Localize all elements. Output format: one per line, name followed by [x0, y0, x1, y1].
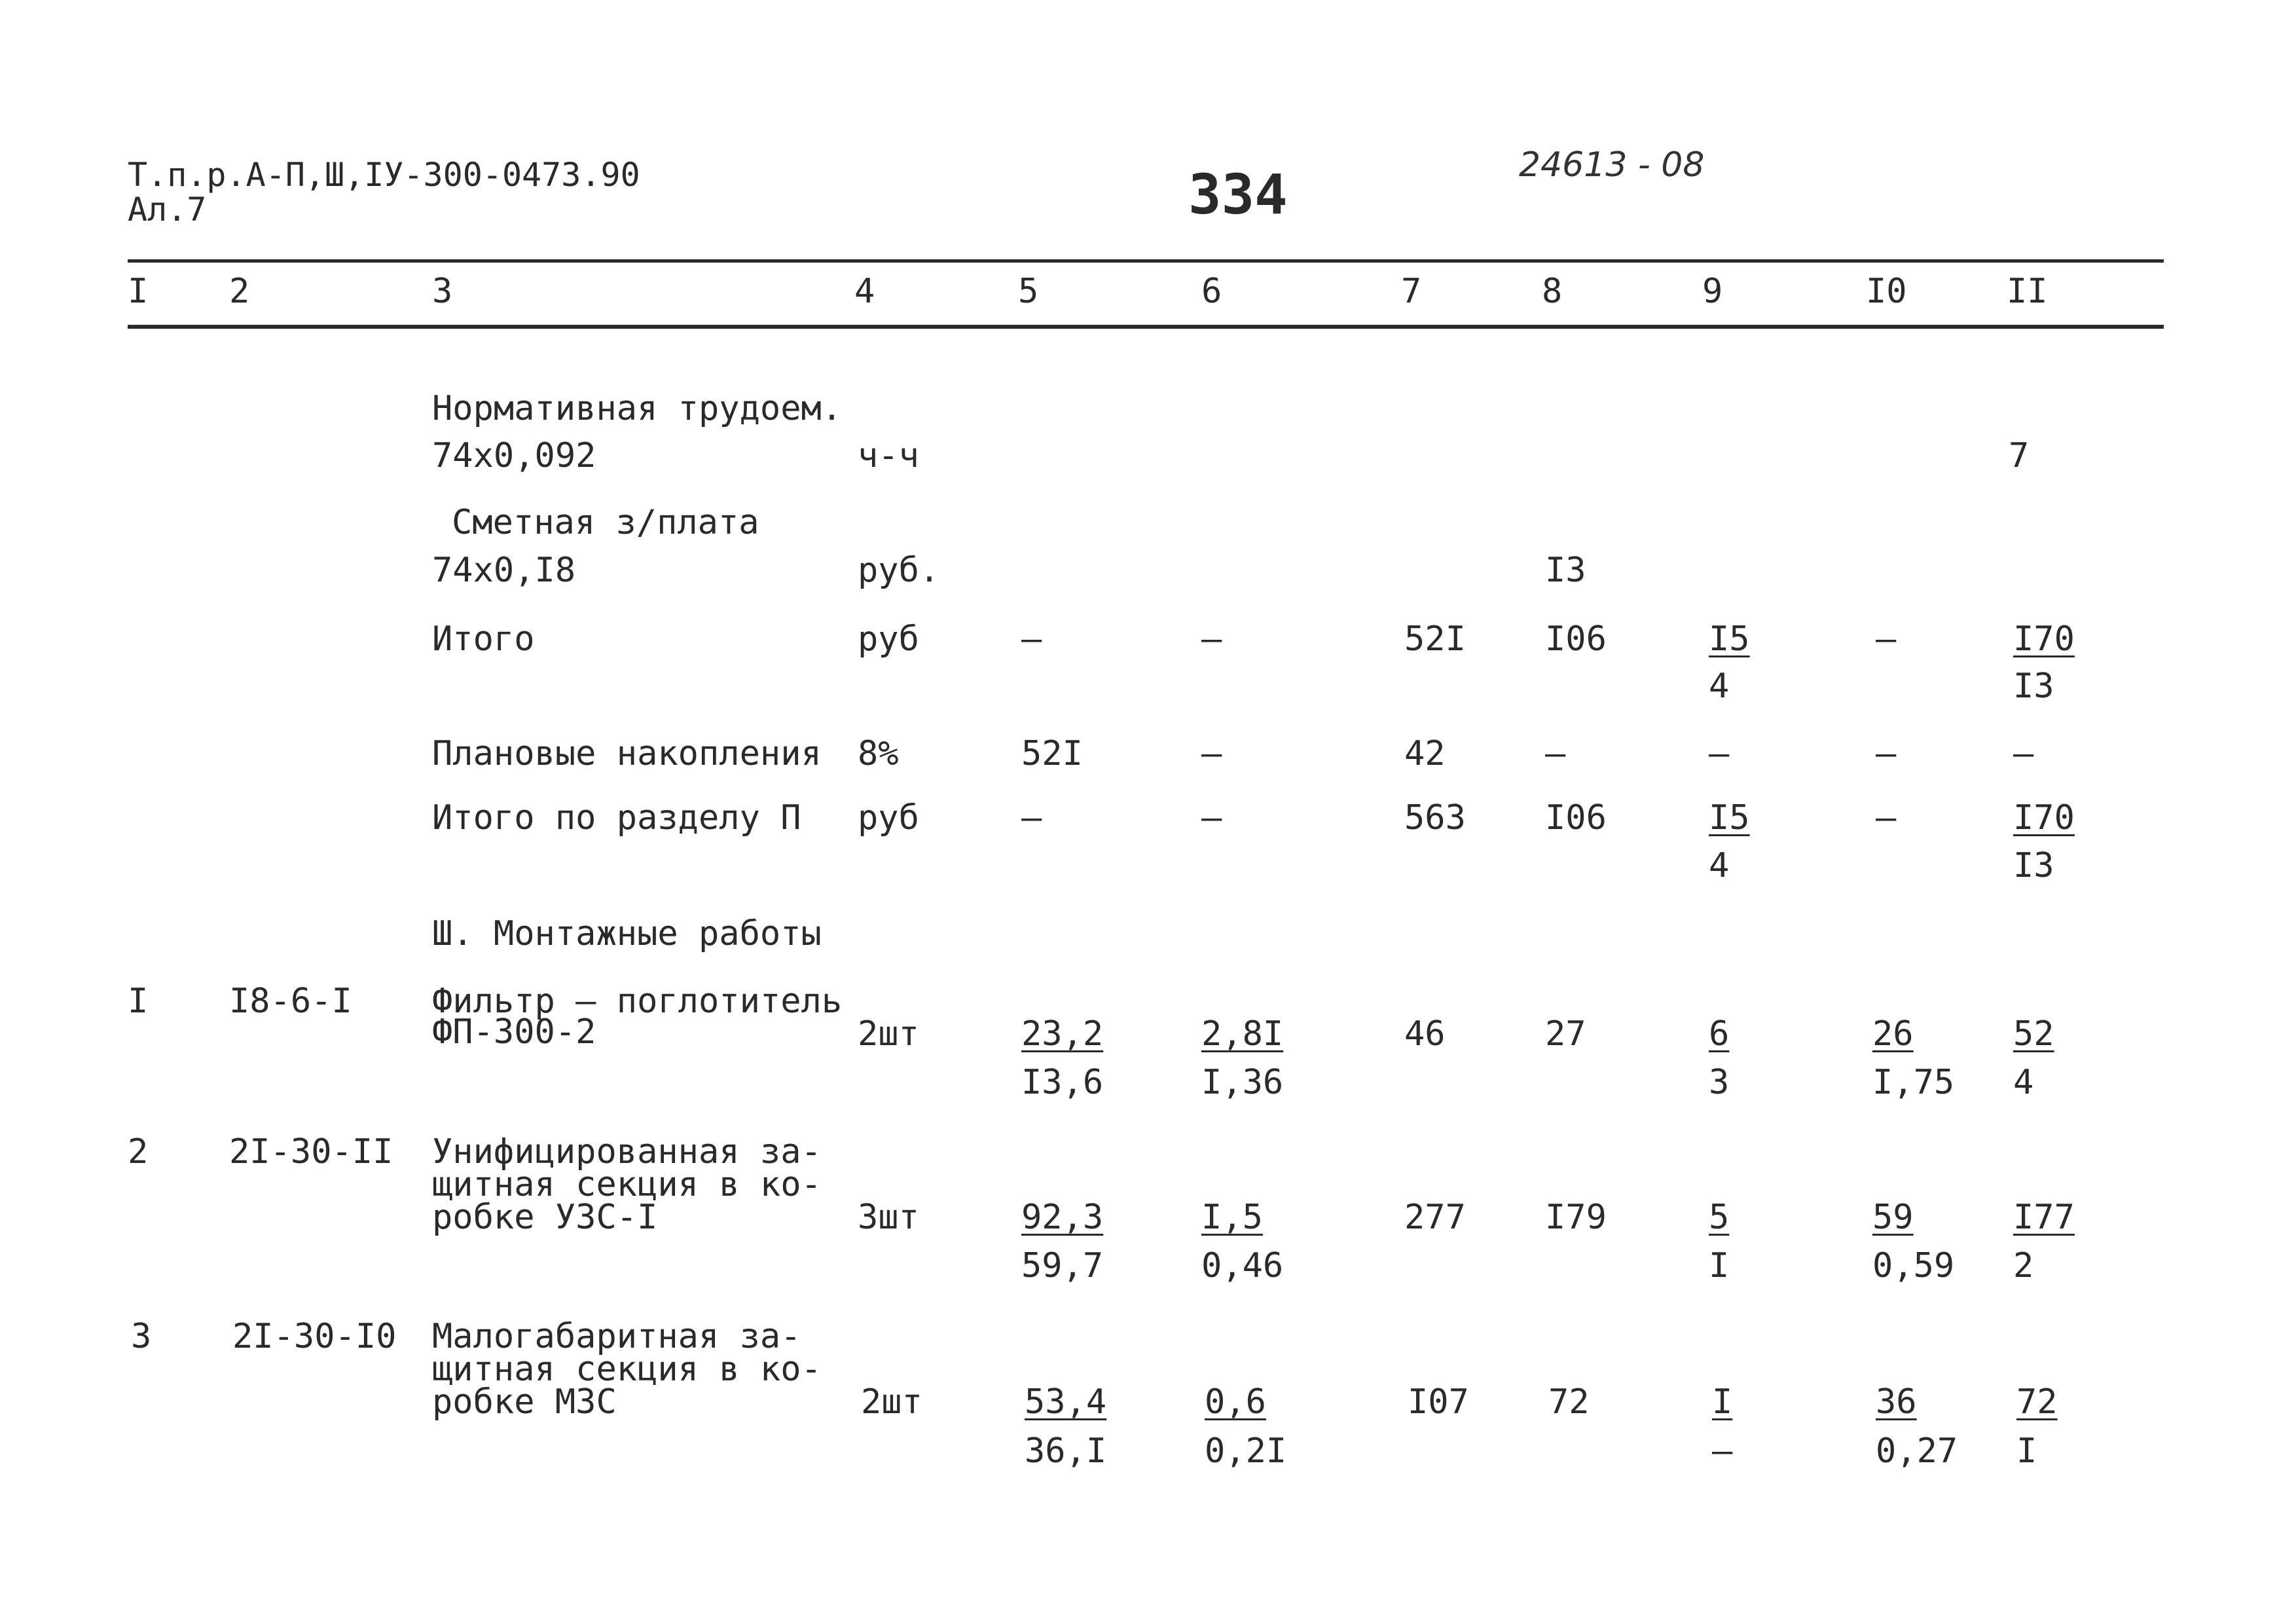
cell-col8: I06	[1545, 619, 1607, 659]
col-header-1: I	[128, 272, 149, 311]
cell-col11: 7	[2009, 436, 2030, 475]
cell-col8: –	[1545, 734, 1566, 773]
cell-col10-top: 59	[1872, 1198, 1914, 1237]
cell-col7: 52I	[1404, 619, 1466, 659]
col-header-4: 4	[854, 272, 875, 311]
cell-col7: 563	[1404, 798, 1466, 838]
col-header-3: 3	[432, 272, 453, 311]
cell-col11-top: 72	[2016, 1382, 2058, 1422]
col-header-10: I0	[1866, 272, 1907, 311]
cell-col10-bottom: 0,27	[1876, 1431, 1958, 1471]
cell-col6-top: I,5	[1201, 1198, 1263, 1237]
page-number: 334	[1188, 162, 1288, 227]
cell-col11-top: I77	[2013, 1198, 2075, 1237]
table-header-rule	[128, 325, 2164, 329]
cell-col7: 42	[1404, 734, 1446, 773]
cell-col7: 277	[1404, 1198, 1466, 1237]
row-label: Итого по разделу П	[432, 798, 801, 838]
unit: руб.	[858, 551, 940, 590]
cell-col6-bottom: 0,46	[1201, 1246, 1284, 1285]
col-header-2: 2	[229, 272, 250, 311]
cell-col11-bottom: I3	[2013, 667, 2054, 706]
row-formula: 74х0,092	[432, 436, 596, 475]
col-header-8: 8	[1542, 272, 1563, 311]
cell-col6: –	[1201, 619, 1222, 659]
cell-col10-top: 36	[1876, 1382, 1917, 1422]
row-label: Сметная з/плата	[452, 503, 759, 542]
cell-col6-bottom: I,36	[1201, 1063, 1284, 1102]
cell-col9-top: I5	[1709, 798, 1750, 838]
cell-col5: –	[1021, 619, 1042, 659]
col-header-7: 7	[1401, 272, 1422, 311]
cell-col11-bottom: 4	[2013, 1063, 2034, 1102]
document-code: Т.п.р.А-П,Ш,IУ-300-0473.90	[128, 156, 640, 194]
cell-col6-bottom: 0,2I	[1205, 1431, 1287, 1471]
cell-col5-top: 23,2	[1021, 1014, 1104, 1054]
item-number: I	[128, 982, 149, 1021]
item-number: 3	[131, 1317, 152, 1356]
item-number: 2	[128, 1132, 149, 1172]
col-header-5: 5	[1018, 272, 1039, 311]
cell-col9-bottom: 4	[1709, 667, 1730, 706]
unit: 2шт	[861, 1382, 922, 1422]
unit: 2шт	[858, 1014, 919, 1054]
item-name-line1: Малогабаритная за-	[432, 1317, 801, 1356]
cell-col5: 52I	[1021, 734, 1083, 773]
row-label: Нормативная трудоем.	[432, 389, 843, 428]
item-name-line1: Унифицированная за-	[432, 1132, 822, 1172]
cell-col10: –	[1876, 798, 1897, 838]
album-label: Ал.7	[128, 191, 207, 229]
cell-col11-top: I70	[2013, 619, 2075, 659]
item-code: 2I-30-II	[229, 1132, 393, 1172]
cell-col8: I79	[1545, 1198, 1607, 1237]
handwritten-code: 24613 - 08	[1519, 145, 1705, 185]
item-name-line3: робке УЗС-I	[432, 1198, 658, 1237]
cell-col6-top: 2,8I	[1201, 1014, 1284, 1054]
cell-col10-bottom: 0,59	[1872, 1246, 1955, 1285]
item-name-line3: робке МЗС	[432, 1382, 617, 1422]
col-header-11: II	[2007, 272, 2048, 311]
row-label: Итого	[432, 619, 535, 659]
item-name-line2: щитная секция в ко-	[432, 1350, 822, 1389]
cell-col9-bottom: 3	[1709, 1063, 1730, 1102]
item-name-line2: ФП-300-2	[432, 1012, 596, 1052]
cell-col7: 46	[1404, 1014, 1446, 1054]
item-name-line1: Фильтр – поглотитель	[432, 982, 843, 1021]
cell-col10-bottom: I,75	[1872, 1063, 1955, 1102]
cell-col9: –	[1709, 734, 1730, 773]
cell-col5: –	[1021, 798, 1042, 838]
cell-col6: –	[1201, 734, 1222, 773]
unit: ч-ч	[858, 436, 919, 475]
table-top-rule	[128, 259, 2164, 263]
cell-col9-top: 5	[1709, 1198, 1730, 1237]
cell-col9-top: 6	[1709, 1014, 1730, 1054]
section-heading: Ш. Монтажные работы	[432, 914, 822, 953]
cell-col9-top: I	[1712, 1382, 1733, 1422]
cell-col11-bottom: I3	[2013, 846, 2054, 885]
cell-col11: –	[2013, 734, 2034, 773]
col-header-9: 9	[1702, 272, 1723, 311]
cell-col5-bottom: 59,7	[1021, 1246, 1104, 1285]
cell-col10-top: 26	[1872, 1014, 1914, 1054]
cell-col9-bottom: –	[1712, 1431, 1733, 1471]
unit: руб	[858, 619, 919, 659]
cell-col11-bottom: I	[2016, 1431, 2037, 1471]
cell-col6: –	[1201, 798, 1222, 838]
item-code: I8-6-I	[229, 982, 352, 1021]
unit: 3шт	[858, 1198, 919, 1237]
cell-col10: –	[1876, 734, 1897, 773]
item-name-line2: щитная секция в ко-	[432, 1165, 822, 1204]
cell-col10: –	[1876, 619, 1897, 659]
cell-col5-bottom: 36,I	[1025, 1431, 1107, 1471]
cell-col9-top: I5	[1709, 619, 1750, 659]
cell-col8: I3	[1545, 551, 1586, 590]
cell-col5-top: 53,4	[1025, 1382, 1107, 1422]
cell-col5-bottom: I3,6	[1021, 1063, 1104, 1102]
row-formula: 74х0,I8	[432, 551, 576, 590]
row-label: Плановые накопления	[432, 734, 822, 773]
cell-col9-bottom: I	[1709, 1246, 1730, 1285]
cell-col9-bottom: 4	[1709, 846, 1730, 885]
unit: 8%	[858, 734, 899, 773]
cell-col5-top: 92,3	[1021, 1198, 1104, 1237]
cell-col11-bottom: 2	[2013, 1246, 2034, 1285]
cell-col11-top: I70	[2013, 798, 2075, 838]
unit: руб	[858, 798, 919, 838]
cell-col7: I07	[1408, 1382, 1469, 1422]
col-header-6: 6	[1201, 272, 1222, 311]
cell-col8: 27	[1545, 1014, 1586, 1054]
cell-col6-top: 0,6	[1205, 1382, 1266, 1422]
item-code: 2I-30-I0	[232, 1317, 397, 1356]
cell-col8: 72	[1548, 1382, 1590, 1422]
cell-col11-top: 52	[2013, 1014, 2054, 1054]
cell-col8: I06	[1545, 798, 1607, 838]
